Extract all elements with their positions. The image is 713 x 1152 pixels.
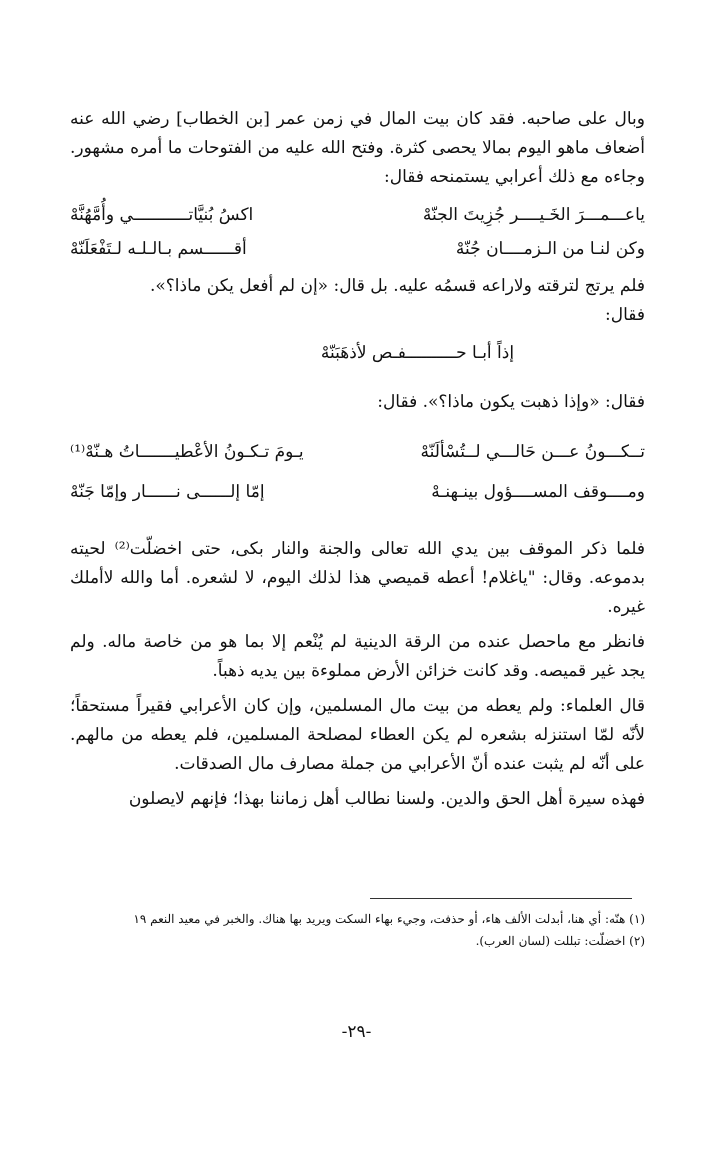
verse-line-3: إذاً أبـا حــــــــــفـص لأذهَبَنّهْ [320, 343, 515, 363]
paragraph-7: قال العلماء: ولم يعطه من بيت مال المسلمين، وإن كان الأعرابي فقيراً مستحقاً؛ لأنّه لمّا استنزله بشعره لم يكن العطاء لمصلحة المسلمين، فلم يعطه من مالهم. على أنّه لم يثبت عنده أنّ الأعرابي من جملة مصارف مال الصدقات. [70, 696, 645, 774]
verse-hemistich-left: إمّا إلــــــى نــــــار وإمّا جَنّهْ [70, 482, 265, 502]
verse-hemistich-left: اكسُ بُنيَّاتـــــــــــي وأُمَّهُنَّهْ [70, 205, 254, 225]
footnote-2: (٢) اخضلّت: تبللت (لسان العرب). [475, 934, 645, 948]
verse-line-1 [70, 198, 645, 232]
verse-hemistich-right: ياعـــمـــرَ الخَـيــــر جُزِيتَ الجنّهْ [422, 205, 645, 225]
verse-line-2 [70, 232, 645, 266]
verse-hemistich-right: تــكـــونُ عـــن حَالـــي لــتُسْألَنّهْ [420, 442, 645, 462]
paragraph-4: فقال: «وإذا ذهبت يكون ماذا؟». فقال: [377, 392, 645, 412]
paragraph-1: وبال على صاحبه. فقد كان بيت المال في زمن عمر [بن الخطاب] رضي الله عنه أضعاف ماهو اليوم بمالا يحصى كثرة. وفتح الله عليه من الفتوحات ما أمره مشهور. وجاءه مع ذلك أعرابي يستمنحه فقال: [70, 109, 645, 187]
verse-line-4 [70, 435, 645, 469]
verse-hemistich-left: يـومَ تـكـونُ الأعْطيـــــــاتُ هـنّهْ⁽¹⁾ [70, 442, 304, 462]
paragraph-8: فهذه سيرة أهل الحق والدين. ولسنا نطالب أهل زماننا بهذا؛ فإنهم لايصلون [128, 789, 645, 809]
footnote-divider [370, 898, 632, 899]
verse-hemistich-right: ومــــوقف المســــؤول بينـهنـهْ [431, 482, 645, 502]
page-number: -٢٩- [341, 1022, 372, 1042]
paragraph-2: فلم يرتج لترقته ولاراعه قسمُه عليه. بل قال: «إن لم أفعل يكن ماذا؟». [149, 276, 645, 296]
verse-hemistich-right: وكن لنـا من الـزمــــان جُنّهْ [455, 239, 645, 259]
paragraph-5: فلما ذكر الموقف بين يدي الله تعالى والجنة والنار بكى، حتى اخضلّت⁽²⁾ لحيته بدموعه. وقال: "ياغلام! أعطه قميصي هذا لذلك اليوم، لا لشعره. أما والله لاأملك غيره. [70, 539, 645, 617]
footnotes [70, 908, 645, 952]
paragraph-6: فانظر مع ماحصل عنده من الرقة الدينية لم يُنْعم إلا بما هو من خاصة ماله. ولم يجد غير قميصه. وقد كانت خزائن الأرض مملوءة بين يديه ذهباً. [70, 632, 645, 681]
footnote-1: (١) هنّه: أي هنا، أبدلت الألف هاء، أو حذفت، وجيء بهاء السكت ويريد بها هناك. والخبر في معيد النعم ١٩ [133, 912, 645, 926]
paragraph-3: فقال: [605, 305, 645, 325]
page-body [70, 105, 645, 814]
verse-hemistich-left: أقــــــسم بـالـلـه لـتَفْعَلَنّهْ [70, 239, 247, 259]
verse-line-5 [70, 475, 645, 509]
